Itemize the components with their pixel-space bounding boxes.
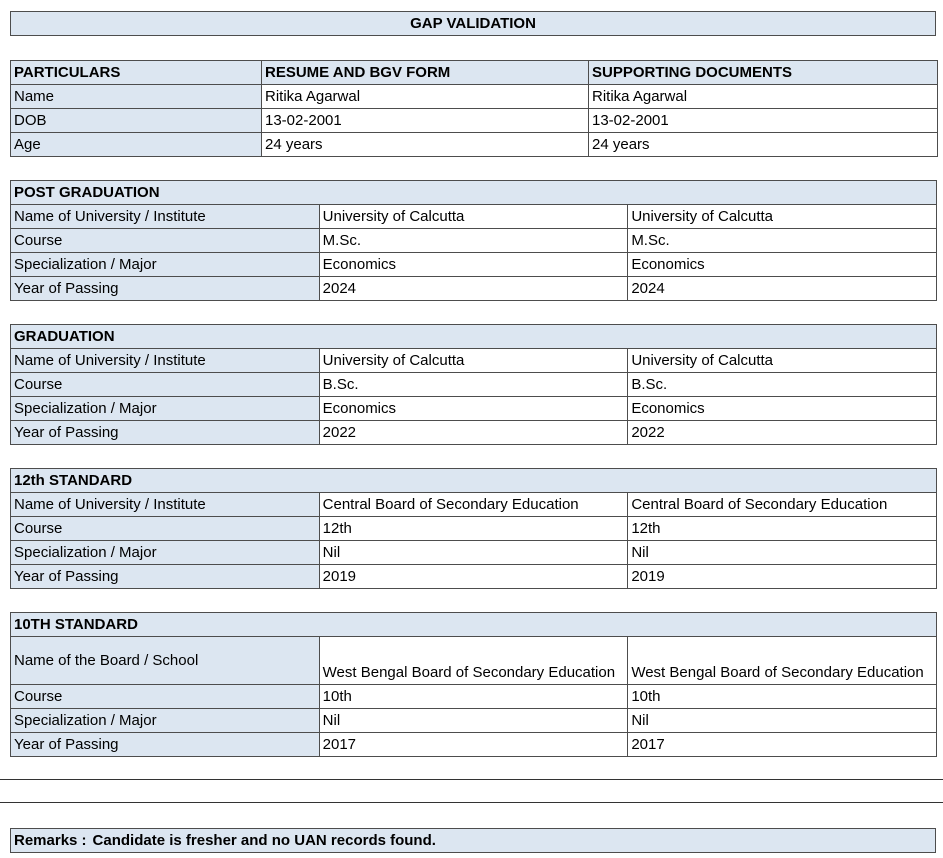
table-row <box>11 373 937 397</box>
table-row <box>11 85 938 109</box>
table-row <box>11 253 937 277</box>
twelfth-standard-table <box>10 468 937 589</box>
remarks-text: Candidate is fresher and no UAN records found. <box>92 832 436 849</box>
resume-value: 2022 <box>319 421 628 445</box>
resume-value: Nil <box>319 709 628 733</box>
section-heading: 10TH STANDARD <box>11 613 937 637</box>
table-row <box>11 493 937 517</box>
resume-value: 24 years <box>262 133 589 157</box>
resume-value: M.Sc. <box>319 229 628 253</box>
table-row <box>11 709 937 733</box>
row-label: Specialization / Major <box>11 253 320 277</box>
table-row <box>11 397 937 421</box>
docs-value: 10th <box>628 685 937 709</box>
docs-value: University of Calcutta <box>628 205 937 229</box>
section-heading: GRADUATION <box>11 325 937 349</box>
docs-value: 2017 <box>628 733 937 757</box>
section-header-row <box>11 613 937 637</box>
section-heading: 12th STANDARD <box>11 469 937 493</box>
docs-value: B.Sc. <box>628 373 937 397</box>
row-label: Name of University / Institute <box>11 493 320 517</box>
resume-value: Nil <box>319 541 628 565</box>
docs-value: 24 years <box>589 133 938 157</box>
row-label: Year of Passing <box>11 565 320 589</box>
docs-value: Nil <box>628 541 937 565</box>
personal-table <box>10 60 938 157</box>
docs-value: Ritika Agarwal <box>589 85 938 109</box>
table-row <box>11 541 937 565</box>
resume-value: Economics <box>319 397 628 421</box>
table-row <box>11 229 937 253</box>
docs-value: Economics <box>628 397 937 421</box>
table-row <box>11 133 938 157</box>
resume-value: 10th <box>319 685 628 709</box>
divider <box>0 779 943 780</box>
table-row <box>11 109 938 133</box>
docs-value: 2019 <box>628 565 937 589</box>
table-row <box>11 205 937 229</box>
header-resume: RESUME AND BGV FORM <box>262 61 589 85</box>
resume-value: 12th <box>319 517 628 541</box>
tenth-standard-table <box>10 612 937 757</box>
row-label: Course <box>11 373 320 397</box>
docs-value: M.Sc. <box>628 229 937 253</box>
resume-value: 2024 <box>319 277 628 301</box>
row-label: Name of University / Institute <box>11 205 320 229</box>
resume-value: University of Calcutta <box>319 349 628 373</box>
row-label: Specialization / Major <box>11 541 320 565</box>
docs-value: 2022 <box>628 421 937 445</box>
resume-value: Economics <box>319 253 628 277</box>
row-label: Name of the Board / School <box>11 637 320 685</box>
docs-value: 13-02-2001 <box>589 109 938 133</box>
resume-value: 2019 <box>319 565 628 589</box>
section-header-row <box>11 325 937 349</box>
post-graduation-table <box>10 180 937 301</box>
section-header-row <box>11 181 937 205</box>
page-title: GAP VALIDATION <box>10 11 936 36</box>
table-row <box>11 685 937 709</box>
docs-value: Economics <box>628 253 937 277</box>
table-row <box>11 637 937 685</box>
docs-value: West Bengal Board of Secondary Education <box>628 637 937 685</box>
docs-value: Nil <box>628 709 937 733</box>
table-row <box>11 517 937 541</box>
row-label: Age <box>11 133 262 157</box>
table-row <box>11 277 937 301</box>
row-label: Name of University / Institute <box>11 349 320 373</box>
resume-value: Ritika Agarwal <box>262 85 589 109</box>
remarks-label: Remarks : <box>14 832 87 849</box>
remarks-bar <box>10 828 936 853</box>
row-label: Course <box>11 685 320 709</box>
graduation-table <box>10 324 937 445</box>
header-documents: SUPPORTING DOCUMENTS <box>589 61 938 85</box>
column-header-row <box>11 61 938 85</box>
docs-value: Central Board of Secondary Education <box>628 493 937 517</box>
docs-value: University of Calcutta <box>628 349 937 373</box>
section-header-row <box>11 469 937 493</box>
docs-value: 2024 <box>628 277 937 301</box>
table-row <box>11 349 937 373</box>
resume-value: University of Calcutta <box>319 205 628 229</box>
row-label: Course <box>11 229 320 253</box>
resume-value: West Bengal Board of Secondary Education <box>319 637 628 685</box>
table-row <box>11 565 937 589</box>
resume-value: Central Board of Secondary Education <box>319 493 628 517</box>
row-label: Specialization / Major <box>11 709 320 733</box>
row-label: Specialization / Major <box>11 397 320 421</box>
docs-value: 12th <box>628 517 937 541</box>
row-label: DOB <box>11 109 262 133</box>
row-label: Year of Passing <box>11 277 320 301</box>
row-label: Name <box>11 85 262 109</box>
section-heading: POST GRADUATION <box>11 181 937 205</box>
row-label: Course <box>11 517 320 541</box>
row-label: Year of Passing <box>11 733 320 757</box>
table-row <box>11 421 937 445</box>
resume-value: 13-02-2001 <box>262 109 589 133</box>
divider <box>0 802 943 803</box>
resume-value: B.Sc. <box>319 373 628 397</box>
table-row <box>11 733 937 757</box>
row-label: Year of Passing <box>11 421 320 445</box>
header-particulars: PARTICULARS <box>11 61 262 85</box>
resume-value: 2017 <box>319 733 628 757</box>
